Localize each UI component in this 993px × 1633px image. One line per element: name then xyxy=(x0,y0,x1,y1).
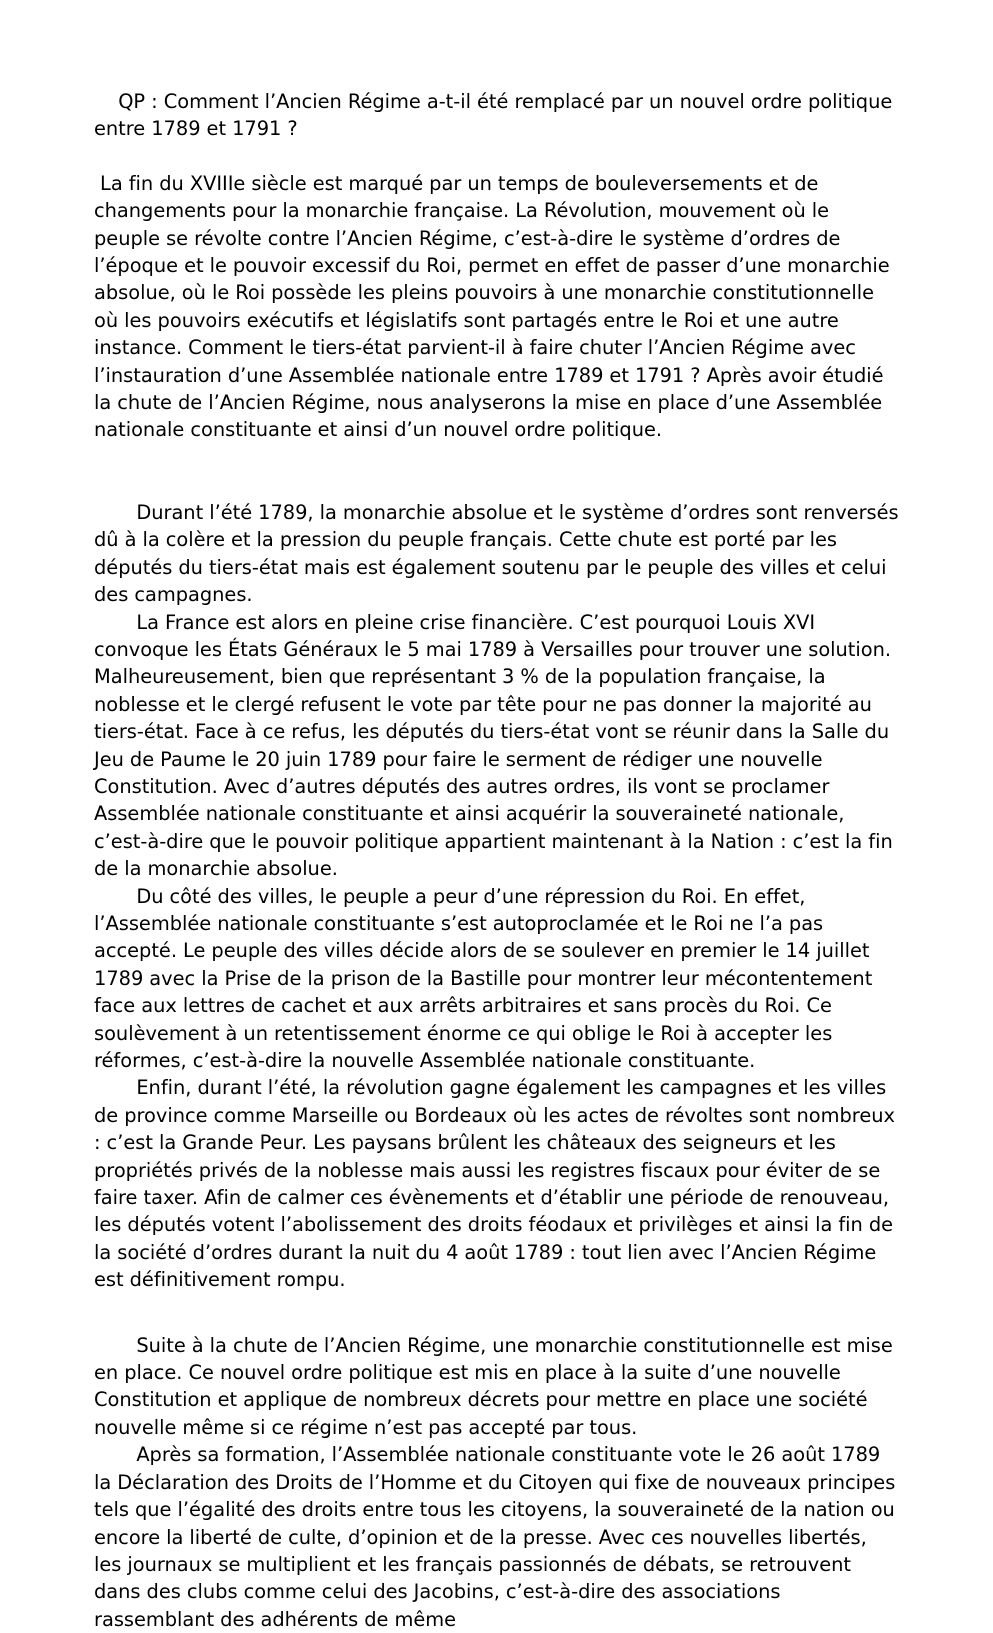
document-text-body xyxy=(94,88,905,1633)
spacer-between-parts xyxy=(94,1294,900,1332)
spacer-after-introduction xyxy=(94,444,900,499)
part1-chapeau-paragraph: Durant l’été 1789, la monarchie absolue et le système d’ordres sont renversés dû à la colère et la pression du peuple français. Cette chute est porté par les députés du tiers-état mais est également soutenu par le peuple des villes et celui des campagnes. xyxy=(94,500,905,607)
part1-grande-peur-paragraph: Enfin, durant l’été, la révolution gagne également les campagnes et les villes de province comme Marseille ou Bordeaux où les actes de révoltes sont nombreux : c’est la Grande Peur. Les paysans brûlent les châteaux des seigneurs et les propriétés privés de la noblesse mais aussi les registres fiscaux pour éviter de se faire taxer. Afin de calmer ces évènements et d’établir une période de renouveau, les députés votent l’abolissement des droits féodaux et privilèges et ainsi la fin de la société d’ordres durant la nuit du 4 août 1789 : tout lien avec l’Ancien Régime est définitivement rompu. xyxy=(94,1076,902,1292)
part2-ddhc-paragraph: Après sa formation, l’Assemblée nationale constituante vote le 26 août 1789 la Déclaration des Droits de l’Homme et du Citoyen qui fixe de nouveaux principes tels que l’égalité des droits entre tous les citoyens, la souveraineté de la nation ou encore la liberté de culte, d’opinion et de la presse. Avec ces nouvelles libertés, les journaux se multiplient et les français passionnés de débats, se retrouvent dans des clubs comme celui des Jacobins, c’est-à-dire des associations rassemblant des adhérents de même xyxy=(94,1443,902,1631)
part1-bastille-paragraph: Du côté des villes, le peuple a peur d’une répression du Roi. En effet, l’Assemblée nationale constituante s’est autoproclamée et le Roi ne l’a pas accepté. Le peuple des villes décide alors de se soulever en premier le 14 juillet 1789 avec la Prise de la prison de la Bastille pour montrer leur mécontentement face aux lettres de cachet et aux arrêts arbitraires et sans procès du Roi. Ce soulèvement à un retentissement énorme ce qui oblige le Roi à accepter les réformes, c’est-à-dire la nouvelle Assemblée nationale constituante. xyxy=(94,884,879,1072)
introduction-paragraph: La fin du XVIIIe siècle est marqué par un temps de bouleversements et de changements pour la monarchie française. La Révolution, mouvement où le peuple se révolte contre l’Ancien Régime, c’est-à-dire le système d’ordres de l’époque et le pouvoir excessif du Roi, permet en effet de passer d’une monarchie absolue, où le Roi possède les pleins pouvoirs à une monarchie constitutionnelle où les pouvoirs exécutifs et législatifs sont partagés entre le Roi et une autre instance. Comment le tiers-état parvient-il à faire chuter l’Ancien Régime avec l’instauration d’une Assemblée nationale entre 1789 et 1791 ? Après avoir étudié la chute de l’Ancien Régime, nous analyserons la mise en place d’une Assemblée nationale constituante et ainsi d’un nouvel ordre politique. xyxy=(94,171,896,442)
spacer-after-question xyxy=(94,143,900,170)
question-problematique: QP : Comment l’Ancien Régime a-t-il été remplacé par un nouvel ordre politique entre 1789 et 1791 ? xyxy=(94,90,899,141)
part2-chapeau-paragraph: Suite à la chute de l’Ancien Régime, une monarchie constitutionnelle est mise en place. Ce nouvel ordre politique est mis en place à la suite d’une nouvelle Constitution et applique de nombreux décrets pour mettre en place une société nouvelle même si ce régime n’est pas accepté par tous. xyxy=(94,1333,899,1439)
part1-etats-generaux-paragraph: La France est alors en pleine crise financière. C’est pourquoi Louis XVI convoque les États Généraux le 5 mai 1789 à Versailles pour trouver une solution. Malheureusement, bien que représentant 3 % de la population française, la noblesse et le clergé refusent le vote par tête pour ne pas donner la majorité au tiers-état. Face à ce refus, les députés du tiers-état vont se réunir dans la Salle du Jeu de Paume le 20 juin 1789 pour faire le serment de rédiger une nouvelle Constitution. Avec d’autres députés des autres ordres, ils vont se proclamer Assemblée nationale constituante et ainsi acquérir la souveraineté nationale, c’est-à-dire que le pouvoir politique appartient maintenant à la Nation : c’est la fin de la monarchie absolue. xyxy=(94,610,899,881)
